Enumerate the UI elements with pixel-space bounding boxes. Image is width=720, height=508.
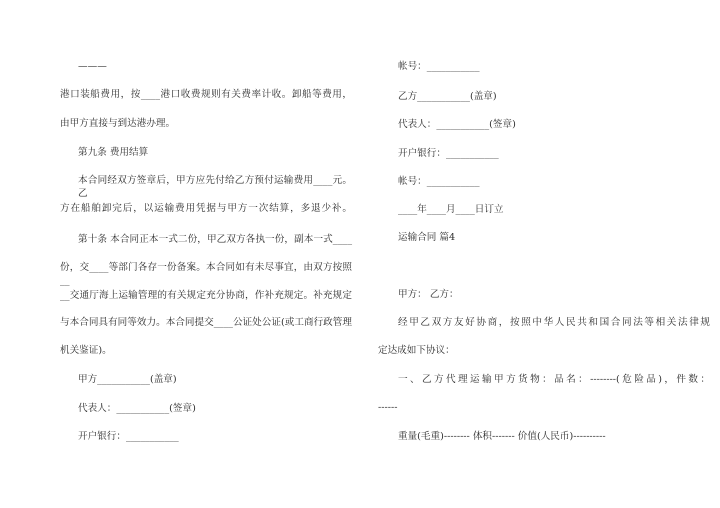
clause-line: ------ (378, 402, 398, 413)
account-line: 帐号：___________ (398, 176, 480, 187)
party-a-signature-line: 甲方___________(盖章) (78, 374, 177, 385)
date-line: ____年____月____日订立 (398, 204, 504, 215)
paragraph-line: 方在船舶卸完后，以运输费用凭据与甲方一次结算，多退少补。 (60, 203, 352, 214)
parties-line: 甲方： 乙方： (398, 289, 459, 300)
section-title: 运输合同 篇4 (398, 232, 456, 243)
party-b-signature-line: 乙方___________(盖章) (398, 91, 497, 102)
representative-line: 代表人：___________(签章) (398, 119, 516, 130)
paragraph-line: 由甲方直接与到达港办理。 (60, 118, 176, 129)
article-heading: 第九条 费用结算 (78, 147, 149, 158)
paragraph-line: 机关鉴证)。 (60, 345, 112, 356)
clause-line: 重量(毛重)-------- 体积------- 价值(人民币)---------- (398, 431, 606, 442)
clause-line: 一、乙方代理运输甲方货物：品名：--------(危险品)，件数： (398, 374, 710, 385)
paragraph-line: 份，交____等部门各存一份备案。本合同如有未尽事宜，由双方按照__ (60, 262, 352, 286)
separator-line: ——— (78, 61, 107, 72)
representative-line: 代表人：___________(签章) (78, 403, 196, 414)
paragraph-line: 港口装船费用，按____港口收费规则有关费率计收。卸船等费用， (60, 89, 352, 100)
bank-line: 开户银行：___________ (78, 431, 179, 442)
bank-line: 开户银行：___________ (398, 148, 499, 159)
right-column (370, 0, 720, 508)
paragraph-line: 本合同经双方签章后，甲方应先付给乙方预付运输费用____元。乙 (78, 175, 352, 199)
paragraph-line: 与本合同具有同等效力。本合同提交____公证处公证(或工商行政管理 (60, 317, 352, 328)
paragraph-line: __交通厅海上运输管理的有关规定充分协商，作补充规定。补充规定 (60, 290, 352, 301)
paragraph-line: 经甲乙双方友好协商，按照中华人民共和国合同法等相关法律规 (398, 317, 710, 328)
paragraph-line: 定达成如下协议： (378, 345, 455, 356)
paragraph-line: 第十条 本合同正本一式二份，甲乙双方各执一份，副本一式____ (78, 234, 352, 245)
account-line: 帐号：___________ (398, 61, 480, 72)
